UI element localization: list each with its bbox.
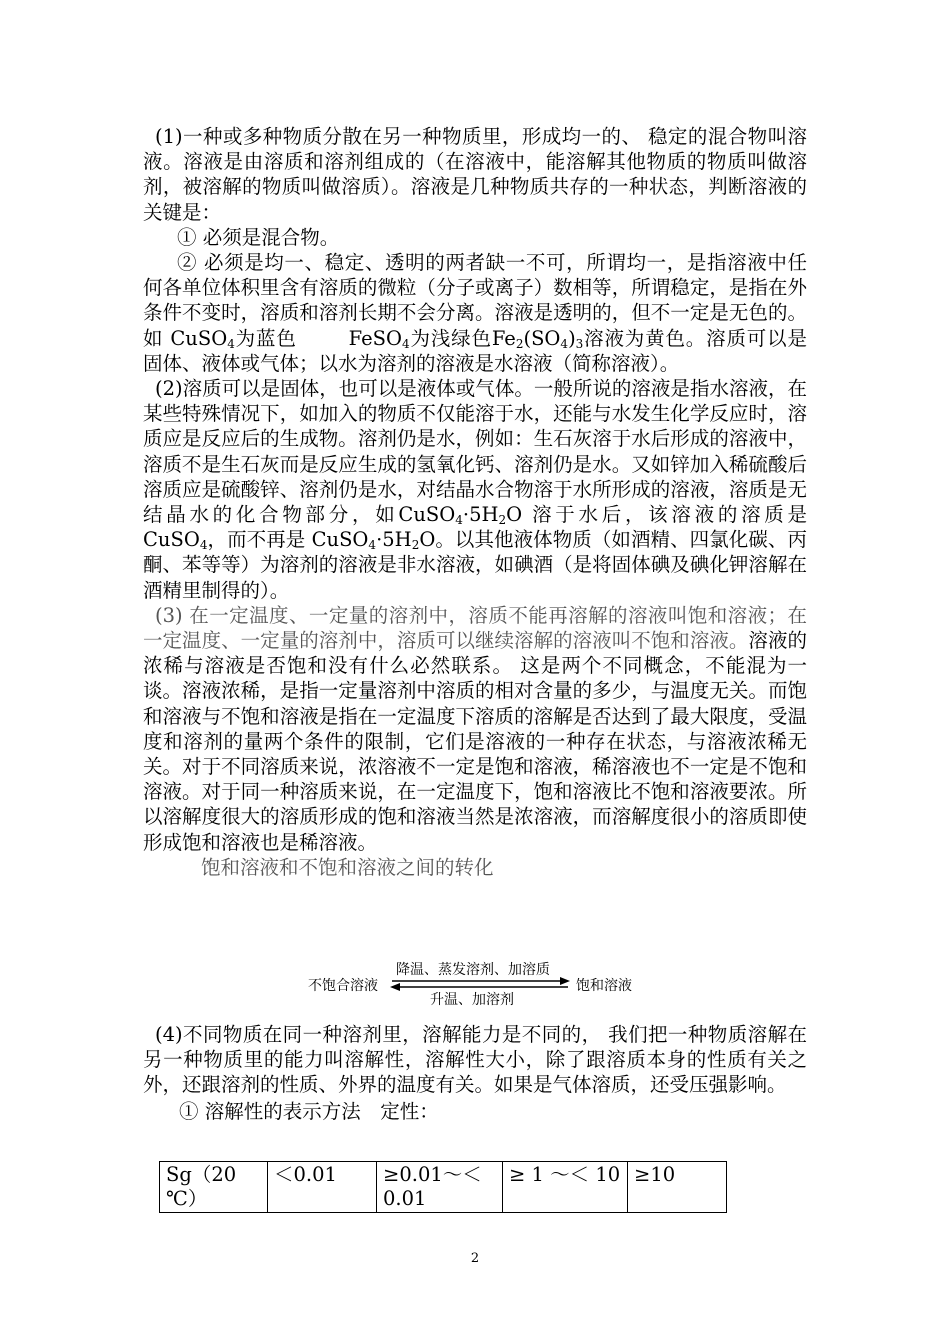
conversion-diagram: [308, 958, 642, 1008]
paragraph-2: (2)溶质可以是固体，也可以是液体或气体。一般所说的溶液是指水溶液，在某些特殊情况下，如加入的物质不仅能溶于水，还能与水发生化学反应时，溶质应是反应后的生成物。溶剂仍是水，例如：生石灰溶于水后形成的溶液中，溶质不是生石灰而是反应生成的氢氧化钙、溶剂仍是水。又如锌加入稀硫酸后溶质应是硫酸锌、溶剂仍是水，对结晶水合物溶于水所形成的溶液，溶质是无结晶水的化合物部分，如$CuSO_4\cdot 5H_2O$ 溶于水后，该溶液的溶质是 CuSO$_4$，而不再是 $CuSO_4\cdot 5H_2O$。以其他液体物质（如酒精、四氯化碳、丙酮、苯等等）为溶剂的溶液是非水溶液，如碘酒（是将固体碘及碘化钾溶解在酒精里制得的）。: [143, 377, 808, 602]
table-cell: ＜0.01: [268, 1162, 377, 1213]
diagram-left-label: 不饱合溶液: [308, 978, 378, 994]
paragraph-1-item-2: ② 必须是均一、稳定、透明的两者缺一不可，所谓均一，是指溶液中任何各单位体积里含有溶质的微粒（分子或离子）数相等，所谓稳定，是指在外条件不变时，溶质和溶剂长期不会分离。溶液是透明的，但不一定是无色的。如 CuSO$_4$为蓝色 FeSO$_4$为浅绿色$Fe_2(SO_4)_3$溶液为黄色。溶质可以是固体、液体或气体；以水为溶剂的溶液是水溶液（简称溶液）。: [143, 251, 807, 375]
double-arrow-icon: [388, 977, 572, 991]
paragraph-4-item-1: ① 溶解性的表示方法 定性：: [179, 1099, 439, 1123]
table-row: [160, 1162, 727, 1213]
paragraph-4: (4)不同物质在同一种溶剂里，溶解能力是不同的， 我们把一种物质溶解在另一种物质里的能力叫溶解性，溶解性大小，除了跟溶质本身的性质有关之外，还跟溶剂的性质、外界的温度有关。如果是气体溶质，还受压强影响。: [143, 1023, 807, 1097]
diagram-top-label: 降温、蒸发溶剂、加溶质: [396, 962, 550, 978]
diagram-right-label: 饱和溶液: [576, 978, 632, 994]
paragraph-1-item-1: ① 必须是混合物。: [177, 225, 340, 249]
table-cell: ≥0.01～＜0.01: [377, 1162, 503, 1213]
body-text-2: [143, 1022, 807, 1124]
table-cell: ≥10: [628, 1162, 727, 1213]
table-cell: ≥ 1 ～＜ 10: [503, 1162, 628, 1213]
paragraph-3: (3) 在一定温度、一定量的溶剂中，溶质不能再溶解的溶液叫饱和溶液；在一定温度、一定量的溶剂中，溶质可以继续溶解的溶液叫不饱和溶液。溶液的浓稀与溶液是否饱和没有什么必然联系。 这是两个不同概念，不能混为一谈。溶液浓稀，是指一定量溶剂中溶质的相对含量的多少，与温度无关。而饱和溶液与不饱和溶液是指在一定温度下溶质的溶解是否达到了最大限度，受温度和溶剂的量两个条件的限制，它们是溶液的一种存在状态，与溶液浓稀无关。对于不同溶质来说，浓溶液不一定是饱和溶液，稀溶液也不一定是不饱和溶液。对于同一种溶质来说，在一定温度下，饱和溶液比不饱和溶液要浓。所以溶解度很大的溶质形成的饱和溶液当然是浓溶液，而溶解度很小的溶质即使形成饱和溶液也是稀溶液。: [143, 603, 807, 854]
page-number: 2: [470, 1251, 480, 1266]
body-text: [143, 124, 807, 880]
diagram-bottom-label: 升温、加溶剂: [430, 992, 514, 1008]
conversion-title: 饱和溶液和不饱和溶液之间的转化: [201, 855, 494, 879]
paragraph-1: (1)一种或多种物质分散在另一种物质里，形成均一的、 稳定的混合物叫溶液。溶液是由溶质和溶剂组成的（在溶液中，能溶解其他物质的物质叫做溶剂，被溶解的物质叫做溶质）。溶液是几种物质共存的一种状态，判断溶液的关键是：: [143, 125, 807, 224]
solubility-table: [159, 1161, 727, 1213]
table-cell: Sg（20 ℃）: [160, 1162, 268, 1213]
